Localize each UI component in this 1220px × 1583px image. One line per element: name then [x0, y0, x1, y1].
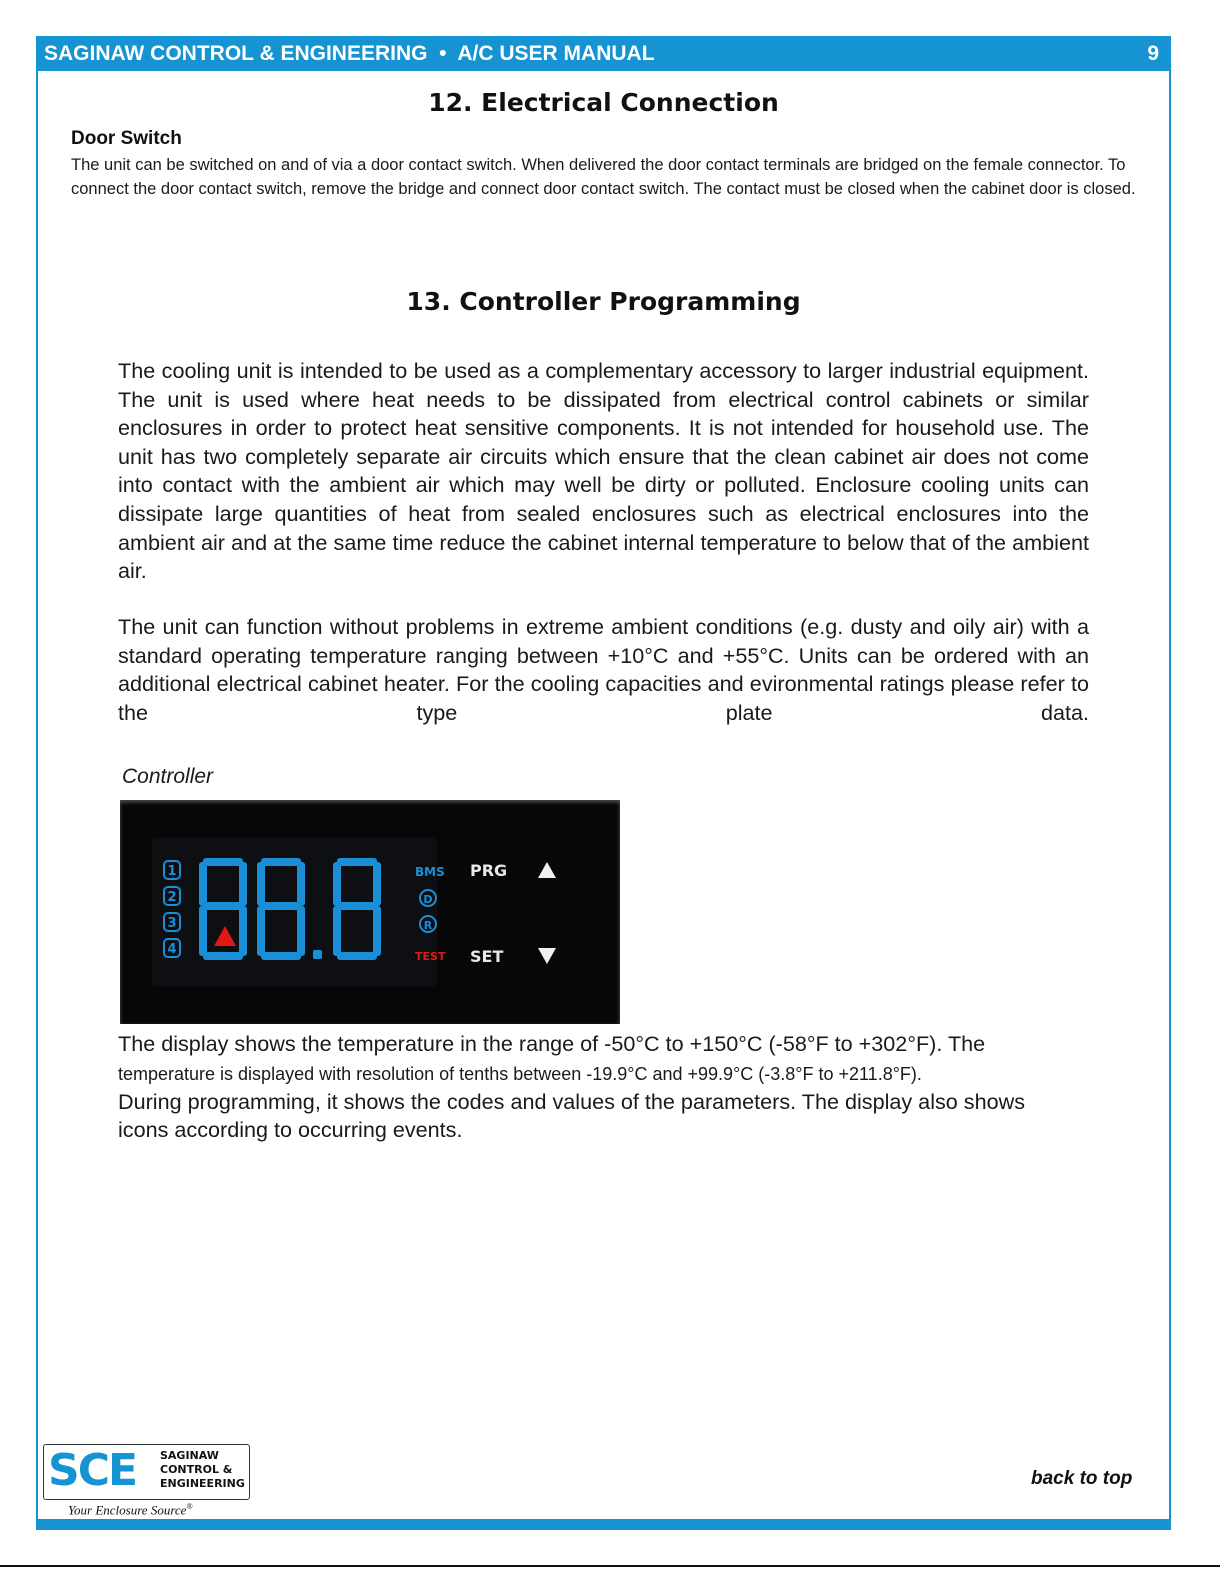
- section-12-heading: 12. Electrical Connection: [428, 88, 779, 117]
- controller-display: [120, 800, 620, 1024]
- page-bottom-rule: [0, 1565, 1220, 1567]
- sce-logo: [43, 1444, 250, 1500]
- svg-text:D: D: [423, 893, 433, 906]
- back-to-top-link[interactable]: back to top: [1031, 1468, 1133, 1489]
- test-label: TEST: [415, 950, 446, 963]
- indicator-1: 1: [167, 864, 177, 879]
- conditions-paragraph: The unit can function without problems in extreme ambient conditions (e.g. dusty and oily air) with a standard operating temperature ranging between +10°C and +55°C. Units can be ordered with an additional electrical cabinet heater. For the cooling capacities and evironmental ratings please refer to the type plate data.: [118, 614, 1089, 725]
- indicator-3: 3: [167, 916, 177, 931]
- set-button-label: SET: [470, 947, 504, 966]
- indicator-4: 4: [167, 942, 177, 957]
- page-number: 9: [1147, 41, 1159, 65]
- display-text-line-1: The display shows the temperature in the range of -50°C to +150°C (-58°F to +302°F). The: [118, 1031, 986, 1056]
- logo-letters: SCE: [48, 1445, 137, 1496]
- indicator-icons: [164, 861, 180, 957]
- intro-paragraph: The cooling unit is intended to be used as a complementary accessory to larger industrial equipment. The unit is used where heat needs to be dissipated from electrical control cabinets or similar enclosures in order to protect heat sensitive components. It is not intended for household use. The unit has two completely separate air circuits which ensure that the clean cabinet air does not come into contact with the ambient air which may well be dirty or polluted. Enclosure cooling units can dissipate large quantities of heat from sealed enclosures such as electrical enclosures into the ambient air and at the same time reduce the cabinet internal temperature to below that of the ambient air.: [118, 358, 1089, 584]
- section-13-heading: 13. Controller Programming: [406, 287, 801, 316]
- logo-company-name: [160, 1449, 245, 1491]
- door-switch-text: The unit can be switched on and of via a door contact switch. When delivered the door contact terminals are bridged on the female connector. To connect the door contact switch, remove the bridge and connect door contact switch. The contact must be closed when the cabinet door is closed.: [71, 156, 1136, 198]
- footer-bar: [36, 1519, 1171, 1530]
- controller-caption: Controller: [122, 765, 214, 788]
- reset-icon: [420, 916, 436, 932]
- tagline-text: Your Enclosure Source: [68, 1502, 187, 1518]
- door-switch-subheading: Door Switch: [71, 128, 182, 149]
- alarm-triangle-icon: [214, 926, 236, 946]
- bms-label: BMS: [415, 865, 445, 879]
- controller-image: [120, 800, 620, 1024]
- display-text-line-2: temperature is displayed with resolution of tenths between -19.9°C and +99.9°C (-3.8°F to +211.8°F).: [118, 1064, 922, 1084]
- svg-text:R: R: [423, 919, 433, 932]
- defrost-icon: [420, 890, 436, 906]
- indicator-2: 2: [167, 890, 177, 905]
- header-title: SAGINAW CONTROL & ENGINEERING • A/C USER MANUAL: [44, 41, 655, 65]
- page-header: [36, 36, 1171, 71]
- prg-button-label: PRG: [470, 861, 508, 880]
- logo-line-2: CONTROL &: [160, 1463, 233, 1476]
- up-arrow-icon: [538, 862, 556, 878]
- logo-line-3: ENGINEERING: [160, 1477, 245, 1490]
- down-arrow-icon: [538, 948, 556, 964]
- logo-tagline: Your Enclosure Source®: [68, 1502, 193, 1518]
- logo-line-1: SAGINAW: [160, 1449, 219, 1462]
- display-text-line-3: During programming, it shows the codes and values of the parameters. The display also shows icons according to occurring events.: [118, 1089, 1026, 1142]
